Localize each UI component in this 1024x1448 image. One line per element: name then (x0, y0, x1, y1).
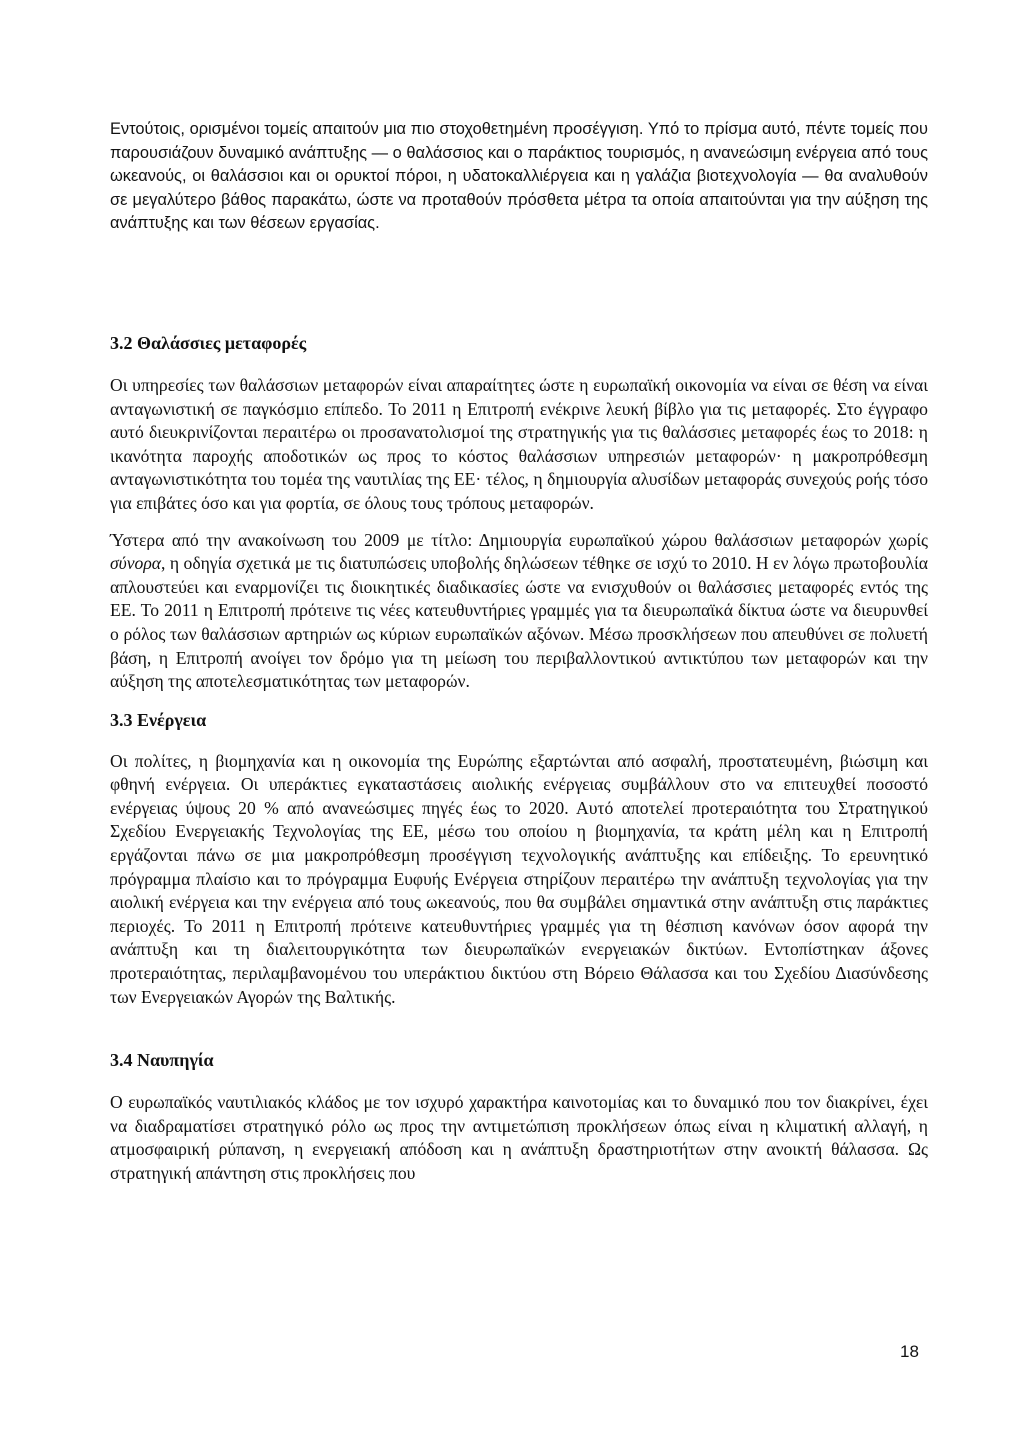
intro-paragraph: Εντούτοις, ορισμένοι τομείς απαιτούν μια πιο στοχοθετημένη προσέγγιση. Υπό το πρίσμα αυτό, πέντε τομείς που παρουσιάζουν δυναμικό ανάπτυξης — ο θαλάσσιος και ο παράκτιος τουρισμός, η ανανεώσιμη ενέργεια από τους ωκεανούς, οι θαλάσσιοι και οι ορυκτοί πόροι, η υδατοκαλλιέργεια και η γαλάζια βιοτεχνολογία — θα αναλυθούν σε μεγαλύτερο βάθος παρακάτω, ώστε να προταθούν πρόσθετα μέτρα τα οποία απαιτούνται για την αύξηση της ανάπτυξης και των θέσεων εργασίας. (110, 120, 928, 233)
section-3-3-paragraph: Οι πολίτες, η βιομηχανία και η οικονομία της Ευρώπης εξαρτώνται από ασφαλή, προστατευμένη, βιώσιμη και φθηνή ενέργεια. Οι υπεράκτιες εγκαταστάσεις αιολικής ενέργειας συμβάλλουν στο να επιτευχθεί ποσοστό ενέργειας ύψους 20 % από ανανεώσιμες πηγές έως το 2020. Αυτό αποτελεί προτεραιότητα του Στρατηγικού Σχεδίου Ενεργειακής Τεχνολογίας της ΕΕ, μέσω του οποίου η βιομηχανία, τα κράτη μέλη και η Επιτροπή εργάζονται πάνω σε μια μακροπρόθεσμη προσέγγιση τεχνολογικής ανάπτυξης και επίδειξης. Το ερευνητικό πρόγραμμα πλαίσιο και το πρόγραμμα Ευφυής Ενέργεια στηρίζουν περαιτέρω την ανάπτυξη τεχνολογίας για την αιολική ενέργεια και την ενέργεια από τους ωκεανούς, που θα συμβάλει σημαντικά στην ανάπτυξη στις παράκτιες περιοχές. Το 2011 η Επιτροπή πρότεινε κατευθυντήριες γραμμές για τη θέσπιση κανόνων όσον αφορά την ανάπτυξη και τη διαλειτουργικότητα των διευρωπαϊκών ενεργειακών δικτύων. Εντοπίστηκαν άξονες προτεραιότητας, περιλαμβανομένου του υπεράκτιου δικτύου στη Βόρειο Θάλασσα και του Σχεδίου Διασύνδεσης των Ενεργειακών Αγορών της Βαλτικής. (110, 750, 928, 1007)
page-content (110, 118, 928, 1186)
section-3-2-paragraph-1 (110, 374, 928, 516)
section-heading-3-4: 3.4 Ναυπηγία (110, 1050, 214, 1071)
section-heading-3-3: 3.3 Ενέργεια (110, 709, 207, 730)
paragraph-text-part: Οι υπηρεσίες των θαλάσσιων μεταφορών είναι απαραίτητες ώστε η ευρωπαϊκή οικονομία να είναι σε θέση να είναι ανταγωνιστική σε παγκόσμιο επίπεδο. Το 2011 η Επιτροπή ενέκρινε λευκή βίβλο για τις μεταφορές. (110, 374, 928, 419)
paragraph-text-part: , η οδηγία σχετικά με τις διατυπώσεις υποβολής δηλώσεων τέθηκε σε ισχύ το 2010. Η εν λόγω πρωτοβουλία απλουστεύει και εναρμονίζει τις διοικητικές διαδικασίες ώστε να ενισχυθούν οι θαλάσσιες μεταφορές εντός της ΕΕ. Το 2011 η Επιτροπή πρότεινε τις νέες κατευθυντήριες γραμμές για τα διευρωπαϊκά δίκτυα ώστε να διευρυνθεί ο ρόλος των θαλάσσιων αρτηριών ως κύριων ευρωπαϊκών αξόνων. Μέσω προσκλήσεων που απευθύνει σε πολυετή βάση, η Επιτροπή ανοίγει τον δρόμο για τη μείωση του περιβαλλοντικού αντικτύπου των μεταφορών και την αύξηση της αποτελεσματικότητας των μεταφορών. (110, 553, 928, 692)
page-number: 18 (900, 1342, 919, 1361)
section-3-4-paragraph: Ο ευρωπαϊκός ναυτιλιακός κλάδος με τον ισχυρό χαρακτήρα καινοτομίας και το δυναμικό που τον διακρίνει, έχει να διαδραματίσει στρατηγικό ρόλο ως προς την αντιμετώπιση προκλήσεων όπως είναι η κλιματική αλλαγή, η ατμοσφαιρική ρύπανση, η ενεργειακή απόδοση και η ανάπτυξη δραστηριοτήτων στην ανοικτή θάλασσα. Ως στρατηγική απάντηση στις προκλήσεις που (110, 1092, 928, 1183)
italic-emphasis: σύνορα (110, 553, 162, 574)
paragraph-text-part: Στο έγγραφο αυτό διευκρινίζονται περαιτέρω οι προσανατολισμοί της στρατηγικής για τις θαλάσσιες μεταφορές έως το 2018: η ικανότητα παροχής αποδοτικών ως προς το κόστος θαλάσσιων υπηρεσιών μεταφορών· η μακροπρόθεσμη ανταγωνιστικότητα του τομέα της ναυτιλίας της ΕΕ· τέλος, η δημιουργία αλυσίδων μεταφοράς συνεχούς ροής τόσο για επιβάτες όσο και για φορτία, σε όλους τους τρόπους μεταφορών. (110, 398, 928, 513)
section-3-2-paragraph-2 (110, 529, 928, 694)
paragraph-text-part: Ύστερα από την ανακοίνωση του 2009 με τίτλο: Δημιουργία ευρωπαϊκού χώρου θαλάσσιων μεταφορών χωρίς (110, 529, 928, 550)
section-heading-3-2: 3.2 Θαλάσσιες μεταφορές (110, 332, 307, 353)
